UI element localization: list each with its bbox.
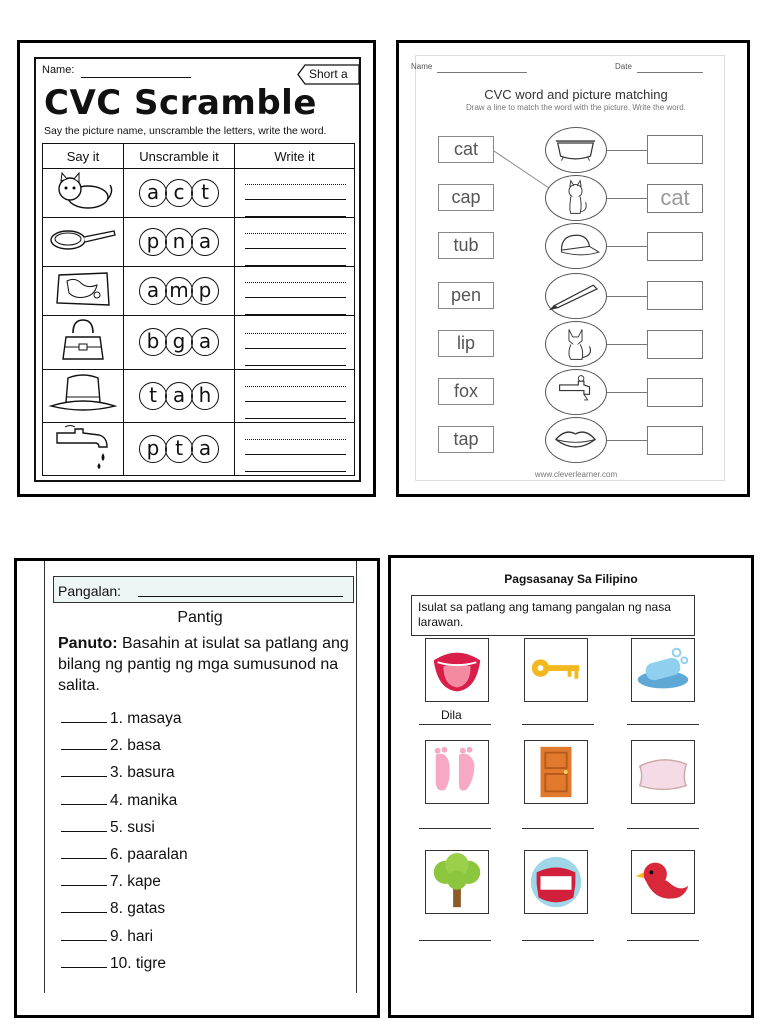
answer-box[interactable]	[647, 281, 703, 310]
answer-line[interactable]	[627, 940, 699, 941]
letter-tile: a	[191, 228, 219, 256]
soap-icon	[632, 639, 694, 701]
connector-line	[607, 246, 647, 247]
table-row	[43, 267, 355, 316]
bag-icon	[60, 317, 106, 363]
cvc-scramble-worksheet	[17, 40, 376, 497]
answer-blank[interactable]	[61, 722, 107, 723]
answer-line[interactable]	[522, 940, 594, 941]
picture-ellipse[interactable]	[545, 417, 607, 463]
pan-icon	[48, 225, 118, 255]
answer-box[interactable]: cat	[647, 184, 703, 213]
answer-line[interactable]	[419, 828, 491, 829]
letter-tile: p	[139, 435, 167, 463]
picture-ellipse[interactable]	[545, 369, 607, 415]
picture-card[interactable]	[425, 638, 489, 702]
answer-line[interactable]	[419, 940, 491, 941]
write-lines[interactable]	[235, 369, 355, 422]
letter-tile: b	[139, 328, 167, 356]
pen-icon	[546, 274, 605, 317]
header-say-it: Say it	[43, 144, 124, 169]
list-item: 4. manika	[61, 792, 188, 819]
picture-ellipse[interactable]	[545, 273, 607, 319]
letter-tile: t	[165, 435, 193, 463]
connector-line	[607, 440, 647, 441]
answer-box[interactable]	[647, 135, 703, 164]
worksheet-instruction: Draw a line to match the word with the picture. Write the word.	[466, 103, 686, 112]
fox-icon	[546, 322, 605, 365]
list-item: 9. hari	[61, 928, 188, 955]
name-label: Name:	[42, 64, 75, 76]
word-box[interactable]: tub	[438, 232, 494, 259]
worksheet-title: Pagsasanay Sa Filipino	[504, 572, 638, 586]
cvc-matching-worksheet	[396, 40, 750, 497]
picture-card[interactable]	[631, 850, 695, 914]
list-item: 3. basura	[61, 764, 188, 791]
answer-blank[interactable]	[61, 940, 107, 941]
name-line	[81, 77, 191, 78]
answer-box[interactable]	[647, 330, 703, 359]
list-item: 7. kape	[61, 873, 188, 900]
letter-tile: g	[165, 328, 193, 356]
write-lines[interactable]	[235, 218, 355, 267]
picture-card[interactable]	[524, 850, 588, 914]
word-box[interactable]: tap	[438, 426, 494, 453]
picture-card[interactable]	[524, 740, 588, 804]
write-lines[interactable]	[235, 422, 355, 475]
hat-icon	[48, 370, 118, 416]
worksheet-frame	[34, 57, 361, 482]
answer-blank[interactable]	[61, 749, 107, 750]
letter-tile: h	[191, 382, 219, 410]
picture-ellipse[interactable]	[545, 223, 607, 269]
list-item: 5. susi	[61, 819, 188, 846]
lips-tongue-icon	[426, 639, 488, 701]
table-row	[43, 218, 355, 267]
picture-ellipse[interactable]	[545, 175, 607, 221]
picture-ellipse[interactable]	[545, 127, 607, 173]
connector-line	[607, 296, 647, 297]
picture-ellipse[interactable]	[545, 321, 607, 367]
connector-line	[607, 344, 647, 345]
name-line	[437, 72, 527, 73]
table-row	[43, 422, 355, 475]
pantig-worksheet	[14, 558, 380, 1018]
letter-tile: n	[165, 228, 193, 256]
letter-tile: a	[191, 328, 219, 356]
connector-line	[607, 198, 647, 199]
write-lines[interactable]	[235, 267, 355, 316]
answer-blank[interactable]	[61, 858, 107, 859]
teeth-icon	[525, 851, 587, 913]
word-box[interactable]: cap	[438, 184, 494, 211]
answer-box[interactable]	[647, 232, 703, 261]
worksheet-title: CVC word and picture matching	[484, 87, 668, 102]
answer-line[interactable]	[419, 724, 491, 725]
table-row	[43, 169, 355, 218]
answer-line[interactable]	[627, 724, 699, 725]
pillow-icon	[632, 741, 694, 803]
answer-blank[interactable]	[61, 912, 107, 913]
worksheet-title: CVC Scramble	[44, 83, 317, 123]
list-item: 6. paaralan	[61, 846, 188, 873]
tub-icon	[546, 128, 605, 171]
date-label: Date	[615, 62, 632, 71]
letter-tile: c	[165, 179, 193, 207]
letter-tile: a	[139, 179, 167, 207]
name-label: Pangalan:	[58, 583, 122, 599]
connector-line	[607, 150, 647, 151]
answer-line[interactable]	[627, 828, 699, 829]
letter-tile: p	[139, 228, 167, 256]
answer-box[interactable]	[647, 378, 703, 407]
scramble-table	[42, 143, 355, 476]
name-line[interactable]	[138, 596, 343, 597]
tap-icon	[546, 370, 605, 413]
letter-tile: a	[139, 277, 167, 305]
lip-icon	[546, 418, 605, 461]
answer-box[interactable]	[647, 426, 703, 455]
name-bar	[53, 576, 354, 603]
list-item: 8. gatas	[61, 900, 188, 927]
worksheet-instruction: Isulat sa patlang ang tamang pangalan ng nasa larawan.	[411, 595, 695, 636]
picture-card[interactable]	[631, 638, 695, 702]
letter-tile: t	[139, 382, 167, 410]
picture-card[interactable]	[425, 850, 489, 914]
map-icon	[53, 269, 113, 309]
letter-tile: a	[165, 382, 193, 410]
answer-blank[interactable]	[61, 885, 107, 886]
letter-tile: m	[165, 277, 193, 305]
short-a-tag: Short a	[297, 64, 359, 85]
answer-line[interactable]	[522, 828, 594, 829]
answer-blank[interactable]	[61, 831, 107, 832]
header-write-it: Write it	[235, 144, 355, 169]
answer-blank[interactable]	[61, 967, 107, 968]
answer-line[interactable]	[522, 724, 594, 725]
date-line	[637, 72, 703, 73]
picture-card[interactable]	[425, 740, 489, 804]
answer-blank[interactable]	[61, 804, 107, 805]
connector-line	[607, 392, 647, 393]
list-item: 1. masaya	[61, 710, 188, 737]
letter-tile: t	[191, 179, 219, 207]
worksheet-title: Pantig	[177, 609, 223, 626]
bird-icon	[632, 851, 694, 913]
key-icon	[525, 639, 587, 701]
list-item: 2. basa	[61, 737, 188, 764]
write-lines[interactable]	[235, 169, 355, 218]
answer-blank[interactable]	[61, 776, 107, 777]
table-row	[43, 316, 355, 369]
worksheet-instruction: Say the picture name, unscramble the letters, write the word.	[44, 125, 327, 137]
word-list	[61, 710, 188, 982]
cat-icon	[52, 171, 114, 211]
picture-card[interactable]	[631, 740, 695, 804]
list-item: 10. tigre	[61, 955, 188, 982]
write-lines[interactable]	[235, 316, 355, 369]
worksheet-instruction: Panuto: Basahin at isulat sa patlang ang bilang ng pantig ng mga sumusunod na salita.	[58, 635, 349, 694]
tree-icon	[426, 851, 488, 913]
filled-answer: Dila	[441, 708, 462, 722]
word-box[interactable]: fox	[438, 378, 494, 405]
word-box[interactable]: pen	[438, 282, 494, 309]
word-box[interactable]: cat	[438, 136, 494, 163]
website-footer: www.cleverlearner.com	[534, 470, 618, 479]
name-label: Name	[411, 62, 433, 71]
word-box[interactable]: lip	[438, 330, 494, 357]
tap-icon	[53, 423, 113, 469]
letter-tile: p	[191, 277, 219, 305]
pagsasanay-worksheet	[388, 555, 754, 1018]
picture-card[interactable]	[524, 638, 588, 702]
cap-icon	[546, 224, 605, 267]
door-icon	[525, 741, 587, 803]
letter-tile: a	[191, 435, 219, 463]
feet-icon	[426, 741, 488, 803]
cat-icon	[546, 176, 605, 219]
header-unscramble-it: Unscramble it	[124, 144, 235, 169]
table-row	[43, 369, 355, 422]
